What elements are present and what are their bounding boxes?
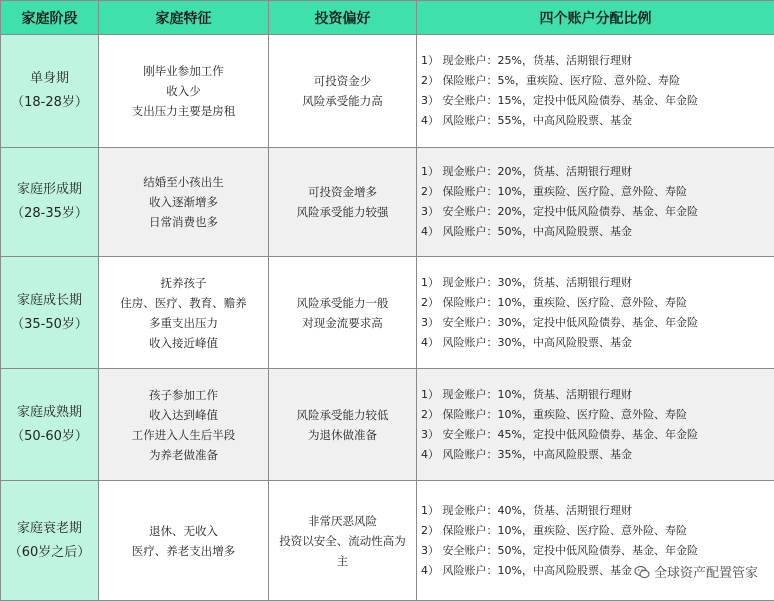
- stage-cell: [1, 148, 99, 257]
- feature-line: 退休、无收入: [149, 523, 218, 538]
- table-row: [1, 148, 774, 257]
- preference-line: 对现金流要求高: [302, 315, 383, 330]
- feature-line: 工作进入人生后半段: [131, 427, 236, 442]
- feature-line: 收入少: [166, 84, 201, 98]
- preference-line: 非常厌恶风险: [308, 513, 377, 528]
- stage-name: 家庭衰老期: [16, 520, 82, 536]
- stage-name: 单身期: [29, 71, 69, 86]
- allocation-line: 2） 保险账户：10%，重疾险、医疗险、意外险、寿险: [421, 295, 687, 309]
- feature-line: 抚养孩子: [160, 275, 207, 290]
- allocation-cell: [417, 148, 774, 257]
- allocation-line: 1） 现金账户：20%，货基、活期银行理财: [421, 165, 632, 178]
- table-row: [1, 257, 774, 369]
- feature-line: 收入逐渐增多: [149, 195, 218, 209]
- allocation-line: 1） 现金账户：40%，货基、活期银行理财: [421, 503, 632, 517]
- stage-cell: [1, 481, 99, 601]
- allocation-line: 3） 安全账户：15%，定投中低风险债券、基金、年金险: [421, 94, 698, 107]
- feature-line: 住房、医疗、教育、赡养: [120, 295, 247, 310]
- stage-age: （18-28岁）: [11, 95, 88, 110]
- allocation-line: 4） 风险账户：50%，中高风险股票、基金: [421, 225, 632, 238]
- allocation-line: 2） 保险账户：10%，重疾险、医疗险、意外险、寿险: [421, 523, 687, 537]
- stage-age: （35-50岁）: [11, 316, 88, 332]
- preference-line: 为退休做准备: [308, 427, 377, 442]
- watermark-text: 全球资产配置管家: [653, 566, 758, 581]
- preference-cell: [269, 257, 417, 369]
- feature-line: 日常消费也多: [149, 215, 218, 229]
- allocation-line: 1） 现金账户：25%，货基、活期银行理财: [421, 54, 632, 67]
- header-row: [1, 1, 774, 35]
- allocation-line: 3） 安全账户：50%，定投中低风险债券、基金、年金险: [421, 543, 698, 557]
- features-cell: [99, 35, 269, 148]
- allocation-line: 2） 保险账户：10%，重疾险、医疗险、意外险、寿险: [421, 407, 687, 421]
- features-cell: [99, 257, 269, 369]
- allocation-line: 4） 风险账户：30%，中高风险股票、基金: [421, 335, 632, 349]
- stage-name: 家庭成熟期: [16, 404, 82, 420]
- stage-name: 家庭成长期: [16, 292, 82, 308]
- allocation-line: 3） 安全账户：30%，定投中低风险债券、基金、年金险: [421, 315, 698, 329]
- stage-age: （28-35岁）: [11, 206, 88, 221]
- allocation-line: 3） 安全账户：20%，定投中低风险债券、基金、年金险: [421, 205, 698, 218]
- header-preference: 投资偏好: [269, 1, 417, 35]
- allocation-cell: [417, 481, 774, 601]
- table-row: [1, 481, 774, 601]
- preference-line: 风险承受能力较强: [296, 205, 389, 219]
- allocation-line: 4） 风险账户：10%，中高风险股票、基金: [421, 563, 632, 577]
- feature-line: 结婚至小孩出生: [143, 175, 224, 189]
- preference-line: 可投资金增多: [308, 185, 377, 199]
- feature-line: 收入接近峰值: [149, 335, 218, 350]
- features-cell: [99, 369, 269, 481]
- allocation-line: 3） 安全账户：45%，定投中低风险债券、基金、年金险: [421, 427, 698, 441]
- feature-line: 医疗、养老支出增多: [131, 543, 236, 558]
- feature-line: 支出压力主要是房租: [131, 104, 236, 118]
- allocation-line: 4） 风险账户：55%，中高风险股票、基金: [421, 114, 632, 127]
- feature-line: 为养老做准备: [149, 447, 218, 462]
- stage-age: （60岁之后）: [8, 544, 91, 560]
- header-allocation: 四个账户分配比例: [417, 1, 774, 35]
- table-row: [1, 35, 774, 148]
- preference-line: 风险承受能力较低: [296, 407, 389, 422]
- feature-line: 刚毕业参加工作: [143, 64, 224, 78]
- stage-age: （50-60岁）: [11, 428, 88, 444]
- preference-line: 投资以安全、流动性高为: [279, 533, 406, 548]
- allocation-line: 2） 保险账户：10%，重疾险、医疗险、意外险、寿险: [421, 185, 687, 198]
- preference-line: 风险承受能力一般: [296, 295, 389, 310]
- feature-line: 收入达到峰值: [149, 407, 218, 422]
- allocation-line: 4） 风险账户：35%，中高风险股票、基金: [421, 447, 632, 461]
- allocation-line: 1） 现金账户：10%，货基、活期银行理财: [421, 387, 632, 401]
- header-features: 家庭特征: [99, 1, 269, 35]
- preference-cell: [269, 481, 417, 601]
- watermark: [632, 562, 760, 581]
- wechat-icon: [634, 564, 650, 580]
- stage-cell: [1, 369, 99, 481]
- feature-line: 孩子参加工作: [149, 387, 218, 402]
- preference-line: 可投资金少: [313, 74, 372, 88]
- stage-cell: [1, 35, 99, 148]
- features-cell: [99, 481, 269, 601]
- allocation-cell: [417, 257, 774, 369]
- allocation-line: 1） 现金账户：30%，货基、活期银行理财: [421, 275, 632, 289]
- preference-cell: [269, 148, 417, 257]
- stage-cell: [1, 257, 99, 369]
- allocation-line: 2） 保险账户：5%，重疾险、医疗险、意外险、寿险: [421, 74, 680, 87]
- allocation-cell: [417, 369, 774, 481]
- header-stage: 家庭阶段: [1, 1, 99, 35]
- allocation-cell: [417, 35, 774, 148]
- features-cell: [99, 148, 269, 257]
- preference-line: 主: [336, 553, 349, 568]
- stage-name: 家庭形成期: [16, 182, 82, 197]
- table-row: [1, 369, 774, 481]
- preference-cell: [269, 369, 417, 481]
- preference-cell: [269, 35, 417, 148]
- preference-line: 风险承受能力高: [302, 94, 383, 108]
- feature-line: 多重支出压力: [149, 315, 218, 330]
